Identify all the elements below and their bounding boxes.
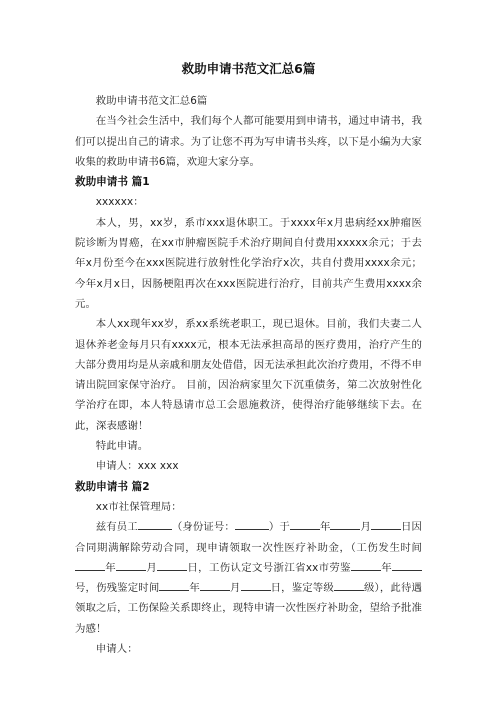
form-text: 年 [189,582,200,595]
form-text: 号，伤残鉴定时间 [75,582,160,595]
form-text: 月 [146,561,158,574]
blank-field [290,519,320,530]
salutation-1: xxxxxx： [95,196,144,209]
blank-field [392,560,422,571]
salutation-2: xx市社保管理局： [95,500,182,513]
form-text: 日，工伤认定文号浙江省xx市劳鉴 [187,561,351,574]
section-heading-1: 救助申请书 篇1 [75,176,150,189]
blank-field [157,560,187,571]
document-title: 救助申请书范文汇总6篇 [181,61,316,76]
form-text: 级），此待遇领取之后，工伤保险关系即终止，现特申请一次性医疗补助金，望给予批准为感！ [75,582,422,635]
closing-text: 特此申请。 [95,440,149,453]
form-text: 兹有员工 [95,521,138,534]
blank-field [159,580,189,591]
form-text: ）于 [268,521,290,534]
body-paragraph-1: 本人，男，xx岁，系市xxx退休职工。于xxxx年x月患病经xx肿瘤医院诊断为胃癌，在xx市肿瘤医院手术治疗期间自付费用xxxxx余元；于去年x月份至今在xxx医院进行放射性化学治疗x次，共自付费用xxxx余元；今年x月x日，因肠梗阻再次在xxx医院进行治疗，目前共产生费用xxxx余元。 [75,216,422,310]
blank-field [330,519,360,530]
form-paragraph [75,517,422,639]
form-text: 日因合同期满解除劳动合同，现申请领取一次性医疗补助金，（工伤发生时间 [75,521,422,554]
body-paragraph-2: 本人xx现年xx岁，系xx系统老职工，现已退休。目前，我们夫妻二人退休养老金每月只有xxxx元，根本无法承担高昂的医疗费用，治疗产生的大部分费用均是从亲戚和朋友处借借，因无法承担此次治疗费用，不得不申请出院回家保守治疗。 目前，因治病家里欠下沉重债务，第二次放射性化学治疗在即，本人特恳请市总工会恩施救济，使得治疗能够继续下去。在此，深表感谢！ [75,318,422,432]
blank-field [334,580,364,591]
form-text: （身份证号： [171,521,235,534]
blank-field [241,580,271,591]
blank-field [371,519,401,530]
blank-field [200,580,230,591]
blank-field [116,560,146,571]
form-text: 日，鉴定等级 [270,582,334,595]
form-text: 年 [380,561,393,574]
document-page [75,60,422,659]
blank-field [235,519,269,530]
form-text: 年 [105,561,117,574]
applicant-line-1: 申请人：xxx xxx [95,460,179,473]
intro-line: 救助申请书范文汇总6篇 [95,95,208,107]
form-text: 月 [360,521,371,534]
applicant-line-2: 申请人： [95,643,138,656]
blank-field [138,519,172,530]
form-text: 年 [319,521,331,534]
blank-field [351,560,381,571]
blank-field [75,560,105,571]
form-text: 月 [229,582,241,595]
intro-paragraph: 在当今社会生活中，我们每个人都可能要用到申请书，通过申请书，我们可以提出自己的请求。为了让您不再为写申请书头疼，以下是小编为大家收集的救助申请书6篇，欢迎大家分享。 [75,115,422,168]
section-heading-2: 救助申请书 篇2 [75,480,150,493]
